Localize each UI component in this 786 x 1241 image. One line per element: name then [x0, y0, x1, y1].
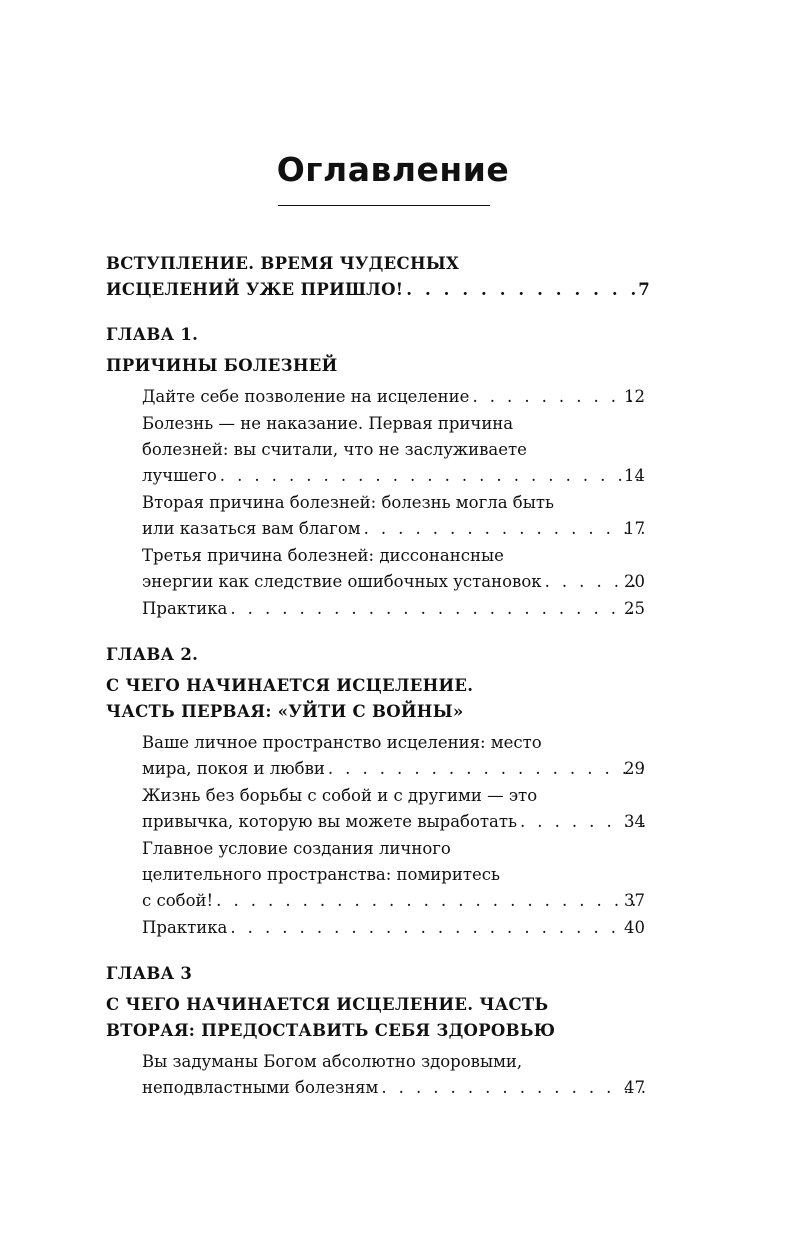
chapter-title-line: ПРИЧИНЫ БОЛЕЗНЕЙ	[106, 356, 338, 375]
toc-entry-last-row: Дайте себе позволение на исцеление . . . 12	[168, 384, 650, 410]
toc-entry[interactable]	[106, 384, 650, 410]
toc-entry-last-row: мира, покоя и любви . . . 29	[168, 756, 650, 782]
toc-entry[interactable]	[106, 1049, 650, 1101]
intro-line: ВСТУПЛЕНИЕ. ВРЕМЯ ЧУДЕСНЫХ	[106, 254, 460, 273]
toc-entry[interactable]	[106, 836, 650, 914]
chapter-title[interactable]	[106, 992, 650, 1044]
toc-entry-last-line: неподвластными болезням	[142, 1078, 379, 1097]
chapter-label: ГЛАВА 3	[106, 964, 193, 983]
toc-entry[interactable]	[106, 543, 650, 595]
toc-entry-last-line: привычка, которую вы можете выработать	[142, 812, 517, 831]
toc-entry-last-line: Практика	[142, 918, 228, 937]
toc-entry-line: Главное условие создания личного	[142, 839, 451, 858]
toc-entry-line: болезней: вы считали, что не заслуживаете	[142, 440, 527, 459]
chapter-title-line: ЧАСТЬ ПЕРВАЯ: «УЙТИ С ВОЙНЫ»	[106, 702, 464, 721]
toc-entry-line: Вы задуманы Богом абсолютно здоровыми,	[142, 1052, 523, 1071]
dot-leader	[230, 596, 647, 622]
toc-entry[interactable]	[106, 730, 650, 782]
intro-last-row	[106, 277, 650, 303]
chapter-section	[106, 961, 650, 1101]
chapter-section	[106, 322, 650, 622]
dot-leader	[381, 1075, 647, 1101]
toc-entry-line: целительного пространства: помиритесь	[142, 865, 500, 884]
toc-entry-last-line: энергии как следствие ошибочных установок	[142, 572, 542, 591]
intro-entry[interactable]	[106, 251, 650, 303]
chapter-title-line: С ЧЕГО НАЧИНАЕТСЯ ИСЦЕЛЕНИЕ. ЧАСТЬ	[106, 995, 549, 1014]
dot-leader	[220, 463, 647, 489]
dot-leader	[230, 915, 647, 941]
toc-entry-last-line: Дайте себе позволение на исцеление	[142, 387, 470, 406]
toc-entry-last-row: Практика . . . 25	[168, 596, 650, 622]
toc-entry-last-row: энергии как следствие ошибочных установок . . . 20	[168, 569, 650, 595]
dot-leader	[472, 384, 647, 410]
chapters-list	[106, 322, 650, 1101]
toc-entry[interactable]	[106, 411, 650, 489]
chapter-label: ГЛАВА 1.	[106, 325, 199, 344]
dot-leader	[216, 888, 647, 914]
toc-entry-last-row: или казаться вам благом . . . 17	[168, 516, 650, 542]
toc-entry-last-line: мира, покоя и любви	[142, 759, 325, 778]
toc-entry-last-line: с собой!	[142, 891, 214, 910]
chapter-title[interactable]	[106, 673, 650, 725]
toc-entry[interactable]	[106, 596, 650, 622]
chapter-title-line: С ЧЕГО НАЧИНАЕТСЯ ИСЦЕЛЕНИЕ.	[106, 676, 474, 695]
dot-leader	[406, 277, 635, 303]
dot-leader	[328, 756, 647, 782]
chapter-title[interactable]	[106, 353, 650, 379]
toc-entry-line: Ваше личное пространство исцеления: место	[142, 733, 542, 752]
toc-entry-last-row: привычка, которую вы можете выработать . . . 34	[168, 809, 650, 835]
toc-entry-line: Болезнь — не наказание. Первая причина	[142, 414, 514, 433]
title-underline	[278, 205, 490, 206]
toc-entry[interactable]	[106, 783, 650, 835]
toc-entry-last-row: с собой! . . . 37	[168, 888, 650, 914]
toc-entry-last-line: лучшего	[142, 466, 217, 485]
page-title: Оглавление	[276, 150, 510, 189]
toc-entry-line: Вторая причина болезней: болезнь могла быть	[142, 493, 554, 512]
dot-leader	[364, 516, 647, 542]
toc-entry[interactable]	[106, 490, 650, 542]
chapter-section	[106, 642, 650, 941]
toc-entry-last-row: лучшего . . . 14	[168, 463, 650, 489]
toc-entry-last-line: или казаться вам благом	[142, 519, 361, 538]
chapter-title-line: ВТОРАЯ: ПРЕДОСТАВИТЬ СЕБЯ ЗДОРОВЬЮ	[106, 1021, 556, 1040]
toc-entry-line: Третья причина болезней: диссонансные	[142, 546, 504, 565]
toc-entry[interactable]	[106, 915, 650, 941]
toc-entry-last-line: Практика	[142, 599, 228, 618]
intro-last-line: ИСЦЕЛЕНИЙ УЖЕ ПРИШЛО!	[106, 280, 404, 299]
table-of-contents	[106, 251, 650, 1121]
chapter-label: ГЛАВА 2.	[106, 645, 199, 664]
toc-entry-line: Жизнь без борьбы с собой и с другими — это	[142, 786, 538, 805]
toc-entry-last-row: Практика . . . 40	[168, 915, 650, 941]
page-number: 7	[638, 280, 650, 299]
toc-entry-last-row: неподвластными болезням . . . 47	[168, 1075, 650, 1101]
